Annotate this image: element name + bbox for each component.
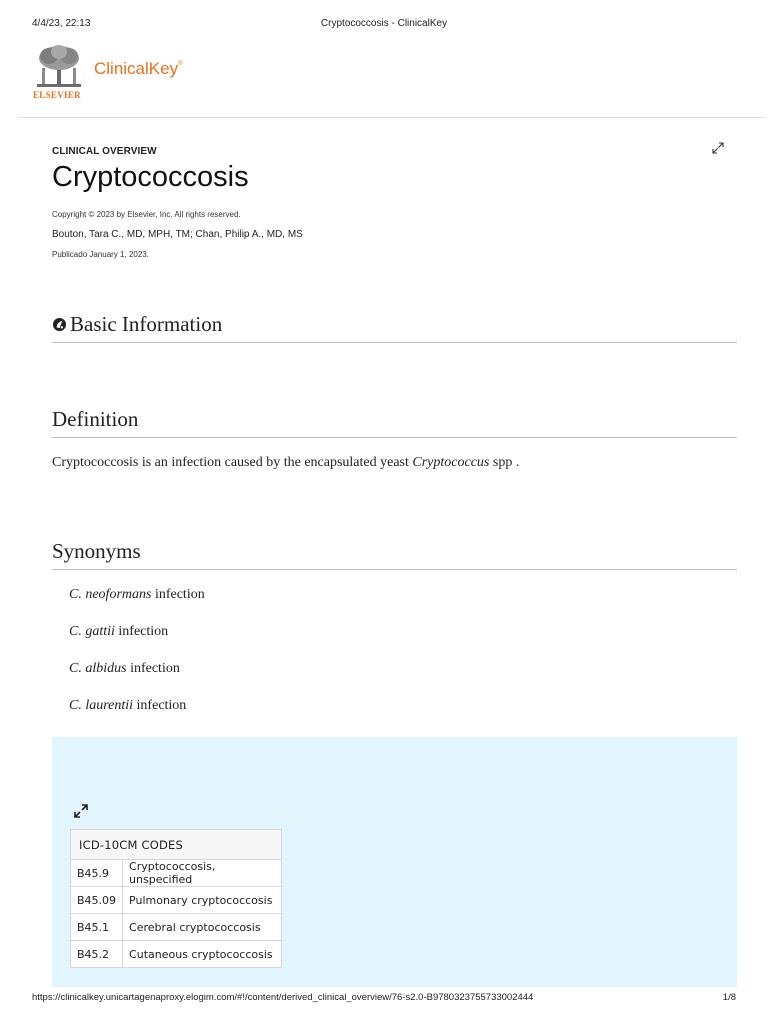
print-url: https://clinicalkey.unicartagenaproxy.elogim.com/#!/content/derived_clinical_overview/76-s2.0-B9780323755733002444	[32, 992, 534, 1003]
synonyms-list	[69, 586, 205, 734]
species-name: C. laurentii	[69, 698, 134, 713]
table-row	[71, 914, 282, 941]
page-number: 1/8	[722, 992, 736, 1003]
icd-description: Cryptococcosis, unspecified	[123, 860, 282, 887]
species-name: C. gattii	[69, 624, 115, 639]
synonym-suffix: infection	[126, 661, 180, 676]
definition-text-part: Cryptococcosis is an infection caused by the encapsulated yeast	[52, 455, 413, 470]
icd-code: B45.9	[71, 860, 123, 887]
publication-date: Publicado January 1, 2023.	[52, 250, 149, 259]
icd-code: B45.1	[71, 914, 123, 941]
definition-text	[52, 455, 737, 471]
icd-description: Pulmonary cryptococcosis	[123, 887, 282, 914]
header-divider	[18, 117, 766, 118]
species-name: C. neoformans	[69, 587, 152, 602]
synonym-suffix: infection	[133, 698, 187, 713]
print-footer	[0, 992, 768, 1006]
icd-description: Cerebral cryptococcosis	[123, 914, 282, 941]
species-name: C. albidus	[69, 661, 127, 676]
print-header	[0, 18, 768, 32]
section-heading-synonyms: Synonyms	[52, 539, 737, 570]
icd-codes-table	[70, 829, 282, 968]
clinicalkey-logo-text: ClinicalKey	[94, 59, 179, 78]
print-datetime: 4/4/23, 22:13	[32, 18, 91, 29]
section-heading-definition: Definition	[52, 407, 737, 438]
article-authors: Bouton, Tara C., MD, MPH, TM; Chan, Philip A., MD, MS	[52, 229, 303, 240]
table-row	[71, 941, 282, 968]
table-row	[71, 860, 282, 887]
section-heading-basic-information	[52, 312, 737, 343]
copyright-notice: Copyright © 2023 by Elsevier, Inc. All rights reserved.	[52, 210, 241, 219]
table-header-row	[71, 830, 282, 860]
elsevier-tree-icon	[33, 44, 85, 88]
list-item	[69, 586, 205, 623]
elsevier-wordmark: ELSEVIER	[33, 90, 81, 100]
expand-arrows-icon[interactable]	[73, 803, 89, 819]
icd-code: B45.2	[71, 941, 123, 968]
list-item	[69, 697, 205, 734]
synonym-suffix: infection	[151, 587, 205, 602]
list-item	[69, 623, 205, 660]
icd-codes-panel	[52, 737, 737, 987]
table-row	[71, 887, 282, 914]
article-type-label: CLINICAL OVERVIEW	[52, 146, 157, 157]
basic-info-icon	[52, 317, 67, 332]
definition-text-tail: spp .	[489, 455, 520, 470]
brand-header	[33, 44, 333, 102]
list-item	[69, 660, 205, 697]
page-title: Cryptococcosis	[52, 161, 249, 193]
genus-name: Cryptococcus	[412, 455, 490, 470]
print-page-title: Cryptococcosis - ClinicalKey	[320, 18, 448, 29]
clinicalkey-logo[interactable]	[94, 59, 183, 79]
icd-code: B45.09	[71, 887, 123, 914]
icd-description: Cutaneous cryptococcosis	[123, 941, 282, 968]
table-header: ICD-10CM CODES	[71, 830, 282, 860]
synonym-suffix: infection	[114, 624, 169, 639]
expand-arrows-icon[interactable]	[710, 140, 726, 156]
section-heading-text: Basic Information	[70, 312, 223, 336]
trademark-symbol: ®	[178, 61, 183, 67]
